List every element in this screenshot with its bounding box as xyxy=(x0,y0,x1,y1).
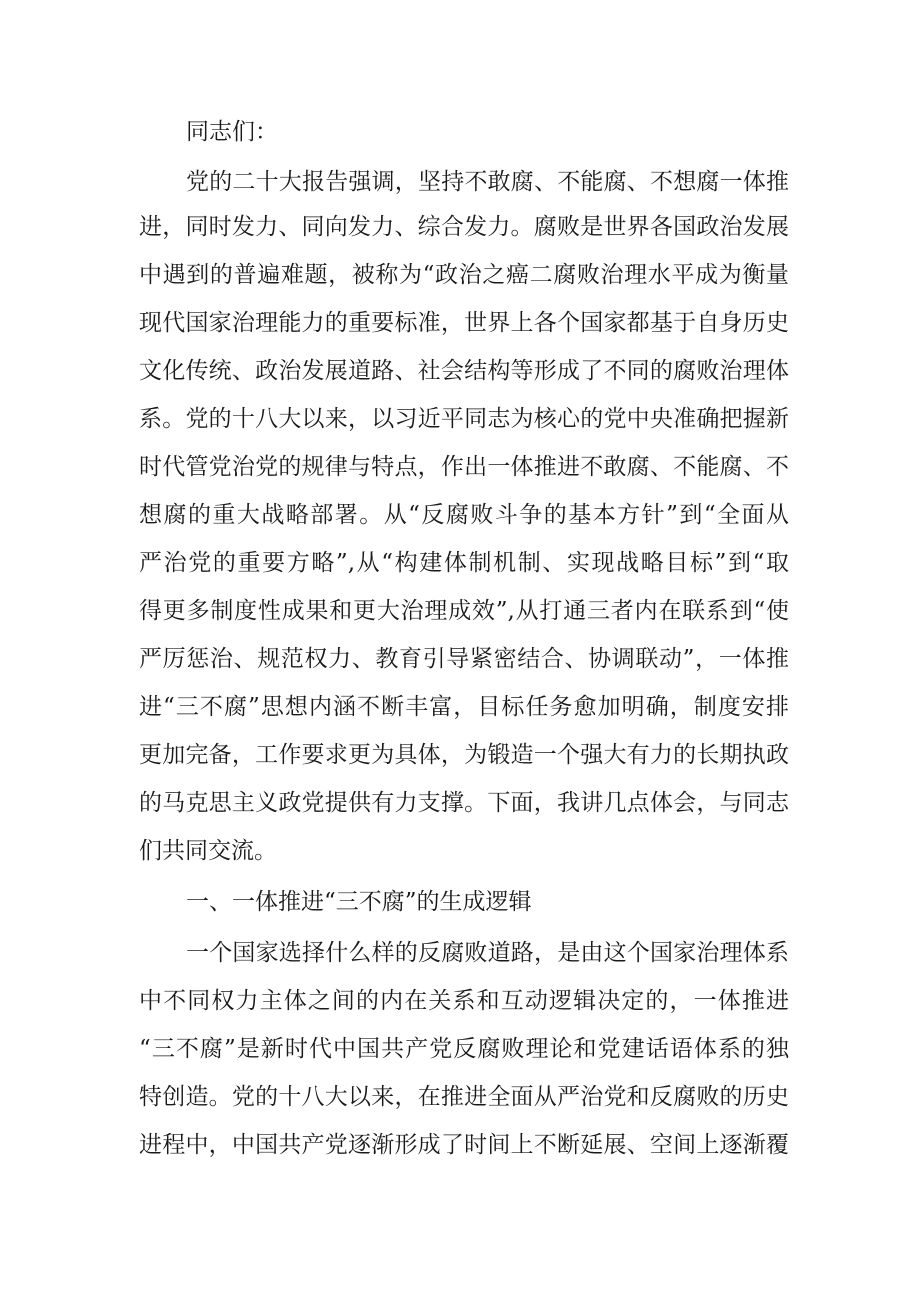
paragraph-line: 想腐的重大战略部署。从“反腐败斗争的基本方针”到“全面从 xyxy=(139,502,789,528)
paragraph-line: 的马克思主义政党提供有力支撑。下面，我讲几点体会，与同志 xyxy=(139,790,789,816)
paragraph-line: 系。党的十八大以来，以习近平同志为核心的党中央准确把握新 xyxy=(139,406,789,432)
paragraph-line: 中不同权力主体之间的内在关系和互动逻辑决定的，一体推进 xyxy=(139,988,789,1014)
paragraph-line: “三不腐”是新时代中国共产党反腐败理论和党建话语体系的独 xyxy=(139,1036,789,1062)
paragraph-line: 现代国家治理能力的重要标准，世界上各个国家都基于自身历史 xyxy=(139,310,789,336)
paragraph-line: 一个国家选择什么样的反腐败道路，是由这个国家治理体系 xyxy=(186,940,789,966)
paragraph-line: 特创造。党的十八大以来，在推进全面从严治党和反腐败的历史 xyxy=(139,1084,789,1110)
salutation: 同志们： xyxy=(186,119,278,145)
paragraph-line: 进程中，中国共产党逐渐形成了时间上不断延展、空间上逐渐覆 xyxy=(139,1132,789,1158)
paragraph-line: 们共同交流。 xyxy=(139,838,277,864)
paragraph-line: 得更多制度性成果和更大治理成效”,从打通三者内在联系到“使 xyxy=(139,598,789,624)
paragraph-line: 更加完备，工作要求更为具体，为锻造一个强大有力的长期执政 xyxy=(139,742,789,768)
paragraph-line: 时代管党治党的规律与特点，作出一体推进不敢腐、不能腐、不 xyxy=(139,454,789,480)
paragraph-line: 文化传统、政治发展道路、社会结构等形成了不同的腐败治理体 xyxy=(139,358,789,384)
section-heading: 一、一体推进“三不腐”的生成逻辑 xyxy=(186,889,532,915)
paragraph-line: 进“三不腐”思想内涵不断丰富，目标任务愈加明确，制度安排 xyxy=(139,694,789,720)
paragraph-line: 严治党的重要方略”,从“构建体制机制、实现战略目标”到“取 xyxy=(139,550,789,576)
paragraph-line: 进，同时发力、同向发力、综合发力。腐败是世界各国政治发展 xyxy=(139,214,789,240)
paragraph-line: 中遇到的普遍难题，被称为“政治之癌二腐败治理水平成为衡量 xyxy=(139,262,789,288)
paragraph-line: 严厉惩治、规范权力、教育引导紧密结合、协调联动”，一体推 xyxy=(139,646,789,672)
paragraph-line: 党的二十大报告强调，坚持不敢腐、不能腐、不想腐一体推 xyxy=(186,169,789,195)
